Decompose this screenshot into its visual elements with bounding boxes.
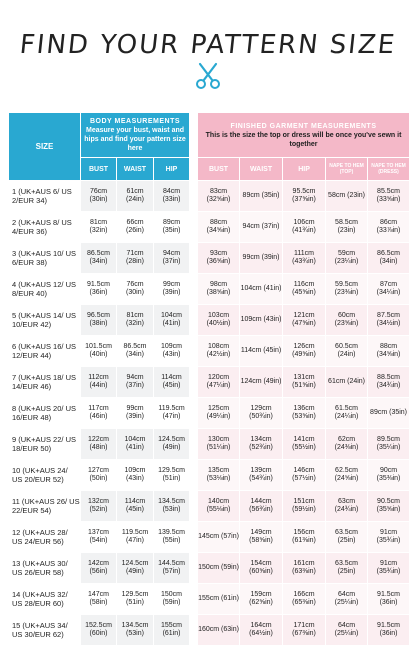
cell-hip: 119.5cm (47in) — [154, 398, 190, 429]
cell-fhip: 166cm (65⅜in) — [283, 584, 326, 615]
cell-fhip: 126cm (49⅝in) — [283, 336, 326, 367]
cell-dress: 86.5cm (34in) — [368, 243, 410, 274]
cell-top: 63cm (24¾in) — [326, 491, 368, 522]
header — [0, 0, 416, 110]
cell-fbust: 145cm (57in) — [198, 522, 240, 553]
table-row — [9, 212, 410, 243]
cell-hip: 104cm (41in) — [154, 305, 190, 336]
cell-hip: 124.5cm (49in) — [154, 429, 190, 460]
cell-dress: 91.5cm (36in) — [368, 615, 410, 646]
col-finished-hip: HIP — [283, 158, 326, 181]
cell-top: 63.5cm (25in) — [326, 553, 368, 584]
cell-fwaist: 159cm (62⅝in) — [240, 584, 283, 615]
size-column-header: SIZE — [9, 113, 81, 181]
cell-fbust: 130cm (51¼in) — [198, 429, 240, 460]
cell-fwaist: 89cm (35in) — [240, 181, 283, 212]
size-label: 6 (UK+AUS 16/ US 12/EUR 44) — [9, 336, 81, 367]
cell-top: 64cm (25¼in) — [326, 584, 368, 615]
column-gap — [190, 491, 198, 522]
cell-bust: 96.5cm (38in) — [81, 305, 117, 336]
table-row — [9, 367, 410, 398]
size-label: 9 (UK+AUS 22/ US 18/EUR 50) — [9, 429, 81, 460]
table-row — [9, 305, 410, 336]
cell-fbust: 93cm (36⅝in) — [198, 243, 240, 274]
column-gap — [190, 243, 198, 274]
cell-bust: 127cm (50in) — [81, 460, 117, 491]
col-bust: BUST — [81, 158, 117, 181]
cell-fhip: 121cm (47⅝in) — [283, 305, 326, 336]
cell-dress: 91cm (35¾in) — [368, 522, 410, 553]
cell-dress: 89cm (35in) — [368, 398, 410, 429]
column-gap — [190, 460, 198, 491]
cell-dress: 86cm (33⅞in) — [368, 212, 410, 243]
cell-fbust: 120cm (47¼in) — [198, 367, 240, 398]
cell-waist: 104cm (41in) — [117, 429, 154, 460]
cell-bust: 117cm (46in) — [81, 398, 117, 429]
cell-dress: 85.5cm (33⅝in) — [368, 181, 410, 212]
cell-hip: 134.5cm (53in) — [154, 491, 190, 522]
cell-top: 63.5cm (25in) — [326, 522, 368, 553]
cell-top: 62.5cm (24⅝in) — [326, 460, 368, 491]
cell-hip: 84cm (33in) — [154, 181, 190, 212]
table-row — [9, 553, 410, 584]
table-row — [9, 460, 410, 491]
cell-fwaist: 154cm (60⅝in) — [240, 553, 283, 584]
cell-fwaist: 144cm (56¾in) — [240, 491, 283, 522]
cell-top: 62cm (24⅜in) — [326, 429, 368, 460]
cell-fhip: 141cm (55½in) — [283, 429, 326, 460]
body-measurements-desc: Measure your bust, waist and hips and find your pattern size here — [84, 127, 186, 152]
size-chart-table — [8, 112, 410, 646]
size-label: 11 (UK+AUS 26/ US 22/EUR 54) — [9, 491, 81, 522]
cell-hip: 89cm (35in) — [154, 212, 190, 243]
column-gap — [190, 336, 198, 367]
cell-fhip: 95.5cm (37⅝in) — [283, 181, 326, 212]
table-row — [9, 336, 410, 367]
table-row — [9, 429, 410, 460]
size-label: 10 (UK+AUS 24/ US 20/EUR 52) — [9, 460, 81, 491]
cell-hip: 144.5cm (57in) — [154, 553, 190, 584]
cell-waist: 119.5cm (47in) — [117, 522, 154, 553]
cell-top: 59cm (23¼in) — [326, 243, 368, 274]
cell-fbust: 140cm (55⅛in) — [198, 491, 240, 522]
cell-bust: 142cm (56in) — [81, 553, 117, 584]
size-label: 14 (UK+AUS 32/ US 28/EUR 60) — [9, 584, 81, 615]
cell-fwaist: 99cm (39in) — [240, 243, 283, 274]
cell-top: 61.5cm (24¼in) — [326, 398, 368, 429]
cell-waist: 129.5cm (51in) — [117, 584, 154, 615]
size-label: 12 (UK+AUS 28/ US 24/EUR 56) — [9, 522, 81, 553]
cell-fbust: 160cm (63in) — [198, 615, 240, 646]
column-gap — [190, 212, 198, 243]
column-gap — [190, 522, 198, 553]
cell-waist: 109cm (43in) — [117, 460, 154, 491]
size-label: 1 (UK+AUS 6/ US 2/EUR 34) — [9, 181, 81, 212]
body-measurements-header — [81, 113, 190, 158]
cell-dress: 90cm (35⅜in) — [368, 460, 410, 491]
cell-waist: 94cm (37in) — [117, 367, 154, 398]
cell-bust: 132cm (52in) — [81, 491, 117, 522]
cell-waist: 124.5cm (49in) — [117, 553, 154, 584]
cell-hip: 139.5cm (55in) — [154, 522, 190, 553]
column-gap — [190, 615, 198, 646]
table-row — [9, 398, 410, 429]
cell-fwaist: 104cm (41in) — [240, 274, 283, 305]
cell-top: 60cm (23⅝in) — [326, 305, 368, 336]
cell-hip: 94cm (37in) — [154, 243, 190, 274]
cell-fwaist: 124cm (49in) — [240, 367, 283, 398]
cell-bust: 76cm (30in) — [81, 181, 117, 212]
cell-dress: 87.5cm (34½in) — [368, 305, 410, 336]
cell-dress: 90.5cm (35⅝in) — [368, 491, 410, 522]
col-finished-waist: WAIST — [240, 158, 283, 181]
cell-fhip: 161cm (63⅜in) — [283, 553, 326, 584]
table-row — [9, 491, 410, 522]
cell-bust: 137cm (54in) — [81, 522, 117, 553]
cell-fbust: 135cm (53⅛in) — [198, 460, 240, 491]
cell-hip: 155cm (61in) — [154, 615, 190, 646]
cell-fhip: 156cm (61⅜in) — [283, 522, 326, 553]
cell-fwaist: 94cm (37in) — [240, 212, 283, 243]
table-row — [9, 522, 410, 553]
cell-waist: 81cm (32in) — [117, 305, 154, 336]
cell-fwaist: 114cm (45in) — [240, 336, 283, 367]
finished-measurements-desc: This is the size the top or dress will be once you've sewn it together — [205, 131, 402, 148]
size-label: 2 (UK+AUS 8/ US 4/EUR 36) — [9, 212, 81, 243]
col-hip: HIP — [154, 158, 190, 181]
column-gap — [190, 113, 198, 181]
cell-hip: 150cm (59in) — [154, 584, 190, 615]
cell-hip: 109cm (43in) — [154, 336, 190, 367]
column-gap — [190, 553, 198, 584]
cell-waist: 134.5cm (53in) — [117, 615, 154, 646]
cell-fbust: 83cm (32⅝in) — [198, 181, 240, 212]
column-gap — [190, 429, 198, 460]
table-row — [9, 181, 410, 212]
column-gap — [190, 584, 198, 615]
cell-fwaist: 164cm (64½in) — [240, 615, 283, 646]
cell-bust: 147cm (58in) — [81, 584, 117, 615]
cell-fhip: 111cm (43¾in) — [283, 243, 326, 274]
col-nape-to-hem-top: NAPE TO HEM (TOP) — [326, 158, 368, 181]
cell-fbust: 108cm (42½in) — [198, 336, 240, 367]
table-row — [9, 243, 410, 274]
cell-fwaist: 149cm (58⅝in) — [240, 522, 283, 553]
cell-bust: 101.5cm (40in) — [81, 336, 117, 367]
table-row — [9, 274, 410, 305]
cell-fwaist: 134cm (52¾in) — [240, 429, 283, 460]
column-gap — [190, 181, 198, 212]
cell-waist: 76cm (30in) — [117, 274, 154, 305]
cell-bust: 81cm (32in) — [81, 212, 117, 243]
table-row — [9, 615, 410, 646]
cell-top: 60.5cm (24in) — [326, 336, 368, 367]
finished-measurements-title: FINISHED GARMENT MEASUREMENTS — [230, 122, 377, 130]
cell-fwaist: 129cm (50¾in) — [240, 398, 283, 429]
size-label: 5 (UK+AUS 14/ US 10/EUR 42) — [9, 305, 81, 336]
cell-fbust: 125cm (49¼in) — [198, 398, 240, 429]
cell-bust: 112cm (44in) — [81, 367, 117, 398]
cell-waist: 66cm (26in) — [117, 212, 154, 243]
size-label: 15 (UK+AUS 34/ US 30/EUR 62) — [9, 615, 81, 646]
cell-fhip: 146cm (57½in) — [283, 460, 326, 491]
cell-fhip: 131cm (51⅝in) — [283, 367, 326, 398]
table-row — [9, 584, 410, 615]
size-label: 13 (UK+AUS 30/ US 26/EUR 58) — [9, 553, 81, 584]
cell-dress: 89.5cm (35¼in) — [368, 429, 410, 460]
cell-fhip: 171cm (67⅜in) — [283, 615, 326, 646]
finished-measurements-header — [198, 113, 410, 158]
cell-waist: 71cm (28in) — [117, 243, 154, 274]
cell-dress: 91cm (35¾in) — [368, 553, 410, 584]
cell-dress: 88.5cm (34¾in) — [368, 367, 410, 398]
col-finished-bust: BUST — [198, 158, 240, 181]
cell-fhip: 151cm (59½in) — [283, 491, 326, 522]
cell-fwaist: 139cm (54¾in) — [240, 460, 283, 491]
cell-top: 59.5cm (23⅜in) — [326, 274, 368, 305]
column-gap — [190, 398, 198, 429]
size-label: 4 (UK+AUS 12/ US 8/EUR 40) — [9, 274, 81, 305]
cell-fhip: 136cm (53⅝in) — [283, 398, 326, 429]
scissors-icon — [194, 62, 222, 90]
column-gap — [190, 274, 198, 305]
cell-hip: 114cm (45in) — [154, 367, 190, 398]
body-measurements-title: BODY MEASUREMENTS — [89, 118, 181, 125]
cell-hip: 129.5cm (51in) — [154, 460, 190, 491]
size-label: 8 (UK+AUS 20/ US 16/EUR 48) — [9, 398, 81, 429]
col-waist: WAIST — [117, 158, 154, 181]
cell-top: 58cm (23in) — [326, 181, 368, 212]
cell-top: 64cm (25¼in) — [326, 615, 368, 646]
cell-waist: 61cm (24in) — [117, 181, 154, 212]
cell-bust: 152.5cm (60in) — [81, 615, 117, 646]
page-title: FIND YOUR PATTERN SIZE — [18, 30, 398, 60]
column-gap — [190, 305, 198, 336]
cell-bust: 122cm (48in) — [81, 429, 117, 460]
cell-waist: 86.5cm (34in) — [117, 336, 154, 367]
cell-fbust: 155cm (61in) — [198, 584, 240, 615]
cell-fhip: 106cm (41¾in) — [283, 212, 326, 243]
cell-fbust: 150cm (59in) — [198, 553, 240, 584]
col-nape-to-hem-dress: NAPE TO HEM (DRESS) — [368, 158, 410, 181]
cell-fbust: 98cm (38⅝in) — [198, 274, 240, 305]
cell-hip: 99cm (39in) — [154, 274, 190, 305]
size-label: 7 (UK+AUS 18/ US 14/EUR 46) — [9, 367, 81, 398]
column-gap — [190, 367, 198, 398]
cell-bust: 91.5cm (36in) — [81, 274, 117, 305]
cell-waist: 99cm (39in) — [117, 398, 154, 429]
cell-fhip: 116cm (45⅝in) — [283, 274, 326, 305]
cell-fbust: 88cm (34⅝in) — [198, 212, 240, 243]
cell-fwaist: 109cm (43in) — [240, 305, 283, 336]
cell-dress: 88cm (34⅝in) — [368, 336, 410, 367]
cell-waist: 114cm (45in) — [117, 491, 154, 522]
cell-fbust: 103cm (40½in) — [198, 305, 240, 336]
cell-bust: 86.5cm (34in) — [81, 243, 117, 274]
cell-dress: 91.5cm (36in) — [368, 584, 410, 615]
cell-dress: 87cm (34¼in) — [368, 274, 410, 305]
cell-top: 58.5cm (23in) — [326, 212, 368, 243]
size-label: 3 (UK+AUS 10/ US 6/EUR 38) — [9, 243, 81, 274]
cell-top: 61cm (24in) — [326, 367, 368, 398]
